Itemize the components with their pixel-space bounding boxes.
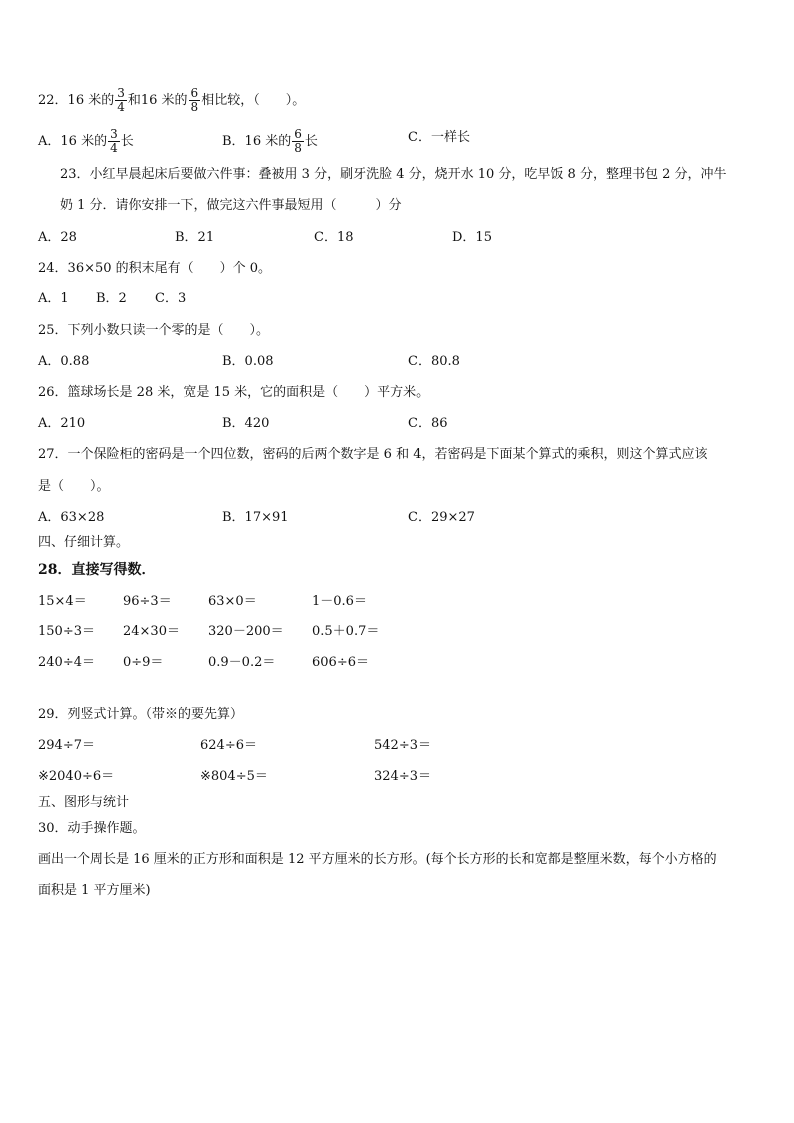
q25-option-a[interactable]: A．0.88 [38,354,90,369]
q23-option-c[interactable]: C．18 [314,230,354,245]
q22-fraction-2 [189,87,201,114]
fraction-denominator: 4 [110,141,118,155]
q22-stem [38,87,305,114]
q28-r3-c3: 0.9－0.2＝ [208,655,276,670]
q22-pre: 22．16 米的 [38,93,115,108]
q28-r2-c1: 150÷3＝ [38,624,95,639]
q29-r1-c1: 294÷7＝ [38,738,95,753]
q30-stem-line2: 面积是 1 平方厘米) [38,883,151,898]
q25-stem: 25．下列小数只读一个零的是（ ）。 [38,323,270,338]
q23-stem-line2: 奶 1 分．请你安排一下，做完这六件事最短用（ ）分 [60,198,402,213]
q30-stem-line1: 画出一个周长是 16 厘米的正方形和面积是 12 平方厘米的长方形。(每个长方形的长和宽都是整厘米数，每个小方格的 [38,852,717,867]
q25-option-c[interactable]: C．80.8 [408,354,460,369]
q29-r2-c3: 324÷3＝ [374,769,431,784]
q29-r2-c2: ※804÷5＝ [200,769,268,784]
fraction-denominator: 4 [117,100,125,114]
q24-option-b[interactable]: B．2 [96,291,127,306]
q29-r1-c2: 624÷6＝ [200,738,257,753]
section-5-heading: 五、图形与统计 [38,795,130,810]
fraction-numerator: 6 [294,127,302,141]
q24-stem: 24．36×50 的积末尾有（ ）个 0。 [38,261,272,276]
q27-option-a[interactable]: A．63×28 [38,510,105,525]
q22-mid: 和16 米的 [127,93,188,108]
q22-option-a-fraction [108,128,120,155]
section-4-heading: 四、仔细计算。 [38,535,130,550]
q22-option-c[interactable]: C．一样长 [408,130,470,145]
q23-stem-line1: 23．小红早晨起床后要做六件事：叠被用 3 分，刷牙洗脸 4 分，烧开水 10 分，吃早饭 8 分，整理书包 2 分，冲牛 [60,167,727,182]
q26-option-a[interactable]: A．210 [38,416,86,431]
q22-option-a[interactable] [38,128,134,155]
fraction-numerator: 3 [117,86,125,100]
q22-option-a-pre: A．16 米的 [38,134,108,149]
q26-option-c[interactable]: C．86 [408,416,448,431]
q28-r1-c1: 15×4＝ [38,594,87,609]
fraction-numerator: 6 [190,86,199,100]
q28-r1-c3: 63×0＝ [208,594,257,609]
q23-option-a[interactable]: A．28 [38,230,77,245]
q22-option-a-post: 长 [120,134,134,149]
q26-option-b[interactable]: B．420 [222,416,270,431]
q23-option-b[interactable]: B．21 [175,230,215,245]
q22-post: 相比较，（ ）。 [201,93,306,108]
q24-option-a[interactable]: A．1 [38,291,69,306]
fraction-denominator: 8 [190,100,199,114]
q28-r1-c4: 1－0.6＝ [312,594,367,609]
q28-title: 28．直接写得数． [38,562,156,578]
q25-option-b[interactable]: B．0.08 [222,354,274,369]
q29-title: 29．列竖式计算。（带※的要先算） [38,707,244,722]
q28-r2-c4: 0.5＋0.7＝ [312,624,380,639]
q28-r3-c1: 240÷4＝ [38,655,95,670]
q28-r2-c3: 320－200＝ [208,624,284,639]
q27-option-c[interactable]: C．29×27 [408,510,475,525]
q27-stem-line2: 是（ ）。 [38,479,110,494]
fraction-denominator: 8 [294,141,302,155]
q24-option-c[interactable]: C．3 [155,291,187,306]
q28-r3-c4: 606÷6＝ [312,655,369,670]
q27-option-b[interactable]: B．17×91 [222,510,289,525]
q22-option-b[interactable] [222,128,318,155]
q28-r2-c2: 24×30＝ [123,624,180,639]
q22-option-b-pre: B．16 米的 [222,134,292,149]
q22-option-b-post: 长 [304,134,318,149]
q27-stem-line1: 27．一个保险柜的密码是一个四位数，密码的后两个数字是 6 和 4，若密码是下面某个算式的乘积，则这个算式应该 [38,447,708,462]
q22-option-b-fraction [292,128,304,155]
q23-option-d[interactable]: D．15 [452,230,492,245]
q26-stem: 26．篮球场长是 28 米，宽是 15 米，它的面积是（ ）平方米。 [38,385,430,400]
q29-r1-c3: 542÷3＝ [374,738,431,753]
q28-r3-c2: 0÷9＝ [123,655,164,670]
q30-title: 30．动手操作题。 [38,821,146,836]
fraction-numerator: 3 [110,127,118,141]
q28-r1-c2: 96÷3＝ [123,594,172,609]
q22-fraction-1 [115,87,127,114]
q29-r2-c1: ※2040÷6＝ [38,769,115,784]
